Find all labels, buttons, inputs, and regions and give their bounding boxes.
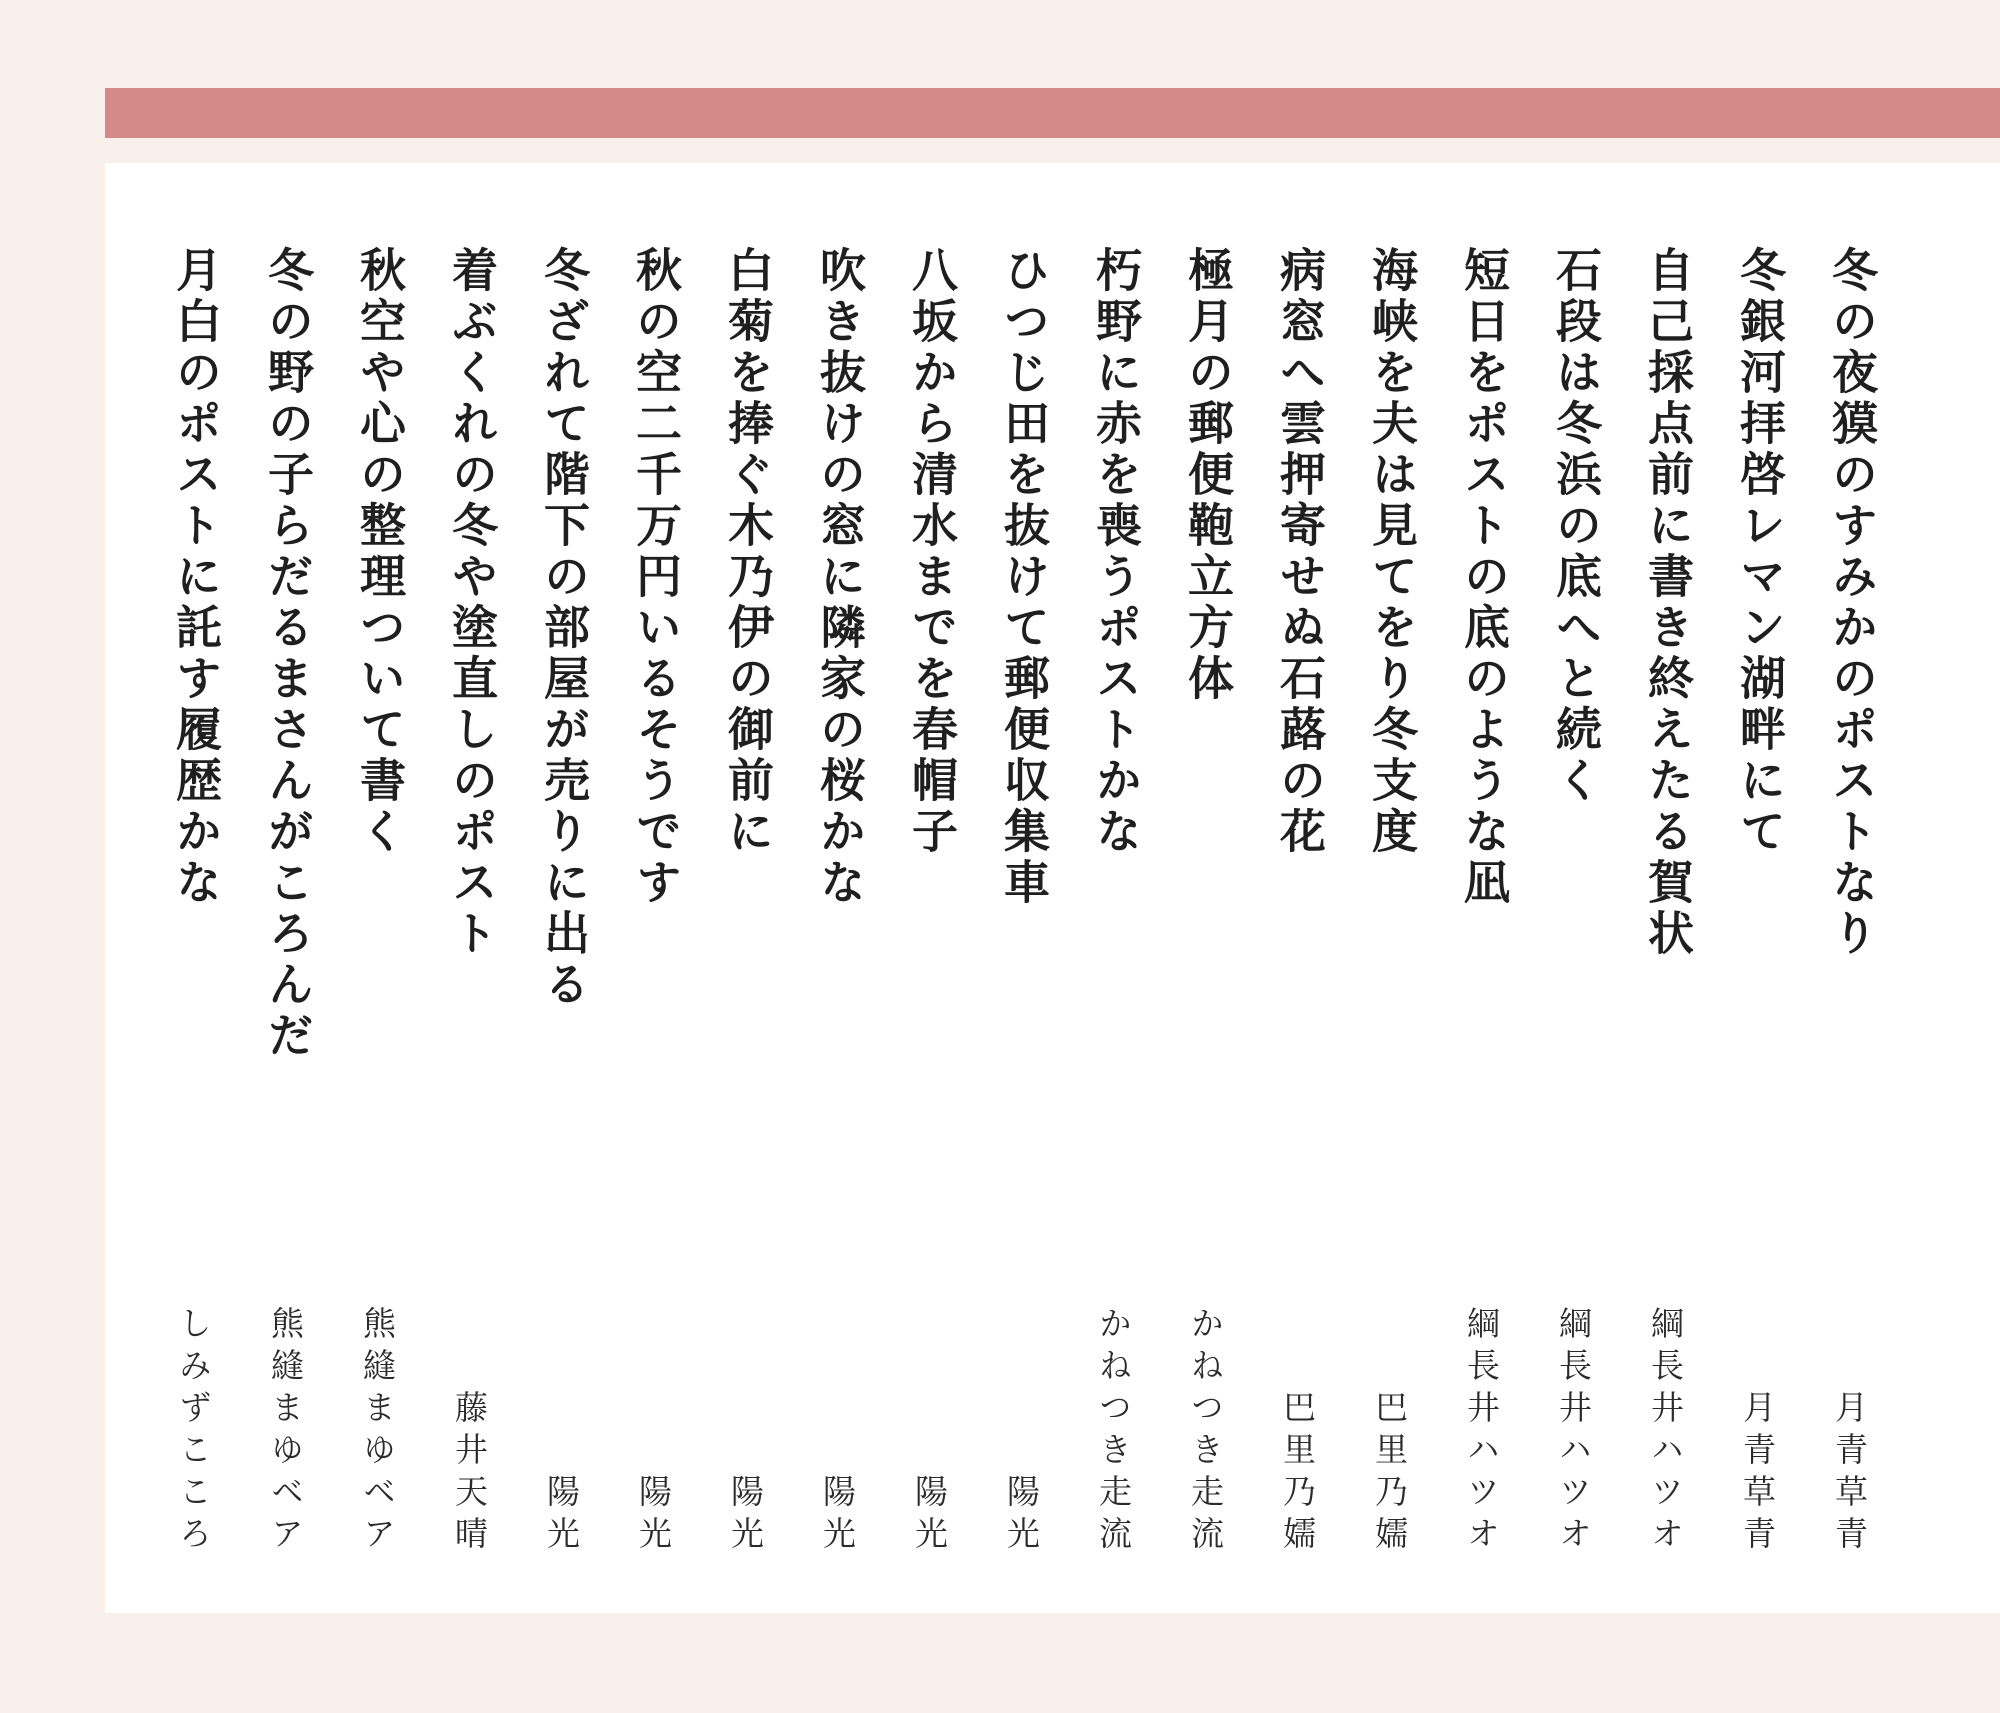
poem-column — [1159, 246, 1253, 1576]
poem-column — [423, 246, 517, 1576]
haiku-text: 自己採点前に書き終えたる賀状 — [1641, 246, 1695, 960]
author-name: 綱長井ハツオ — [1462, 1306, 1501, 1558]
poem-column — [1435, 246, 1529, 1576]
haiku-text: 冬の野の子らだるまさんがころんだ — [261, 246, 315, 1062]
poem-column — [1343, 246, 1437, 1576]
author-name: 巴里乃嬬 — [1370, 1390, 1409, 1558]
haiku-text: 冬の夜獏のすみかのポストなり — [1825, 246, 1879, 960]
author-name: 陽光 — [726, 1474, 765, 1558]
poem-column — [147, 246, 241, 1576]
author-name: 陽光 — [634, 1474, 673, 1558]
haiku-text: 石段は冬浜の底へと続く — [1549, 246, 1603, 807]
author-name: 陽光 — [818, 1474, 857, 1558]
header-band — [105, 88, 2000, 138]
poem-column — [515, 246, 609, 1576]
author-name: 陽光 — [1002, 1474, 1041, 1558]
poem-column — [1619, 246, 1713, 1576]
poem-column — [239, 246, 333, 1576]
haiku-text: 月白のポストに託す履歴かな — [169, 246, 223, 909]
author-name: かねつき走流 — [1094, 1306, 1133, 1558]
haiku-text: 白菊を捧ぐ木乃伊の御前に — [721, 246, 775, 858]
haiku-text: 吹き抜けの窓に隣家の桜かな — [813, 246, 867, 909]
poem-column — [883, 246, 977, 1576]
haiku-sheet — [105, 163, 2000, 1613]
author-name: 綱長井ハツオ — [1646, 1306, 1685, 1558]
poem-column — [1527, 246, 1621, 1576]
poem-column — [1803, 246, 1897, 1576]
author-name: かねつき走流 — [1186, 1306, 1225, 1558]
author-name: 陽光 — [910, 1474, 949, 1558]
author-name: 熊縫まゆベア — [266, 1306, 305, 1558]
haiku-text: 朽野に赤を喪うポストかな — [1089, 246, 1143, 858]
haiku-text: 八坂から清水までを春帽子 — [905, 246, 959, 858]
haiku-text: 秋の空二千万円いるそうです — [629, 246, 683, 909]
author-name: 月青草青 — [1830, 1390, 1869, 1558]
haiku-text: 病窓へ雲押寄せぬ石蕗の花 — [1273, 246, 1327, 858]
author-name: 陽光 — [542, 1474, 581, 1558]
author-name: 藤井天晴 — [450, 1390, 489, 1558]
poem-column — [1711, 246, 1805, 1576]
poem-column — [1251, 246, 1345, 1576]
haiku-text: 秋空や心の整理ついて書く — [353, 246, 407, 858]
poem-column — [607, 246, 701, 1576]
haiku-text: ひつじ田を抜けて郵便収集車 — [997, 246, 1051, 909]
haiku-text: 短日をポストの底のような凪 — [1457, 246, 1511, 909]
poem-column — [699, 246, 793, 1576]
author-name: しみずこころ — [174, 1306, 213, 1558]
author-name: 綱長井ハツオ — [1554, 1306, 1593, 1558]
author-name: 月青草青 — [1738, 1390, 1777, 1558]
poem-column — [791, 246, 885, 1576]
haiku-text: 冬銀河拝啓レマン湖畔にて — [1733, 246, 1787, 858]
haiku-text: 冬ざれて階下の部屋が売りに出る — [537, 246, 591, 1011]
haiku-text: 極月の郵便鞄立方体 — [1181, 246, 1235, 705]
author-name: 熊縫まゆベア — [358, 1306, 397, 1558]
haiku-text: 海峡を夫は見てをり冬支度 — [1365, 246, 1419, 858]
poem-column — [331, 246, 425, 1576]
author-name: 巴里乃嬬 — [1278, 1390, 1317, 1558]
poem-column — [975, 246, 1069, 1576]
poem-column — [1067, 246, 1161, 1576]
haiku-text: 着ぶくれの冬や塗直しのポスト — [445, 246, 499, 960]
